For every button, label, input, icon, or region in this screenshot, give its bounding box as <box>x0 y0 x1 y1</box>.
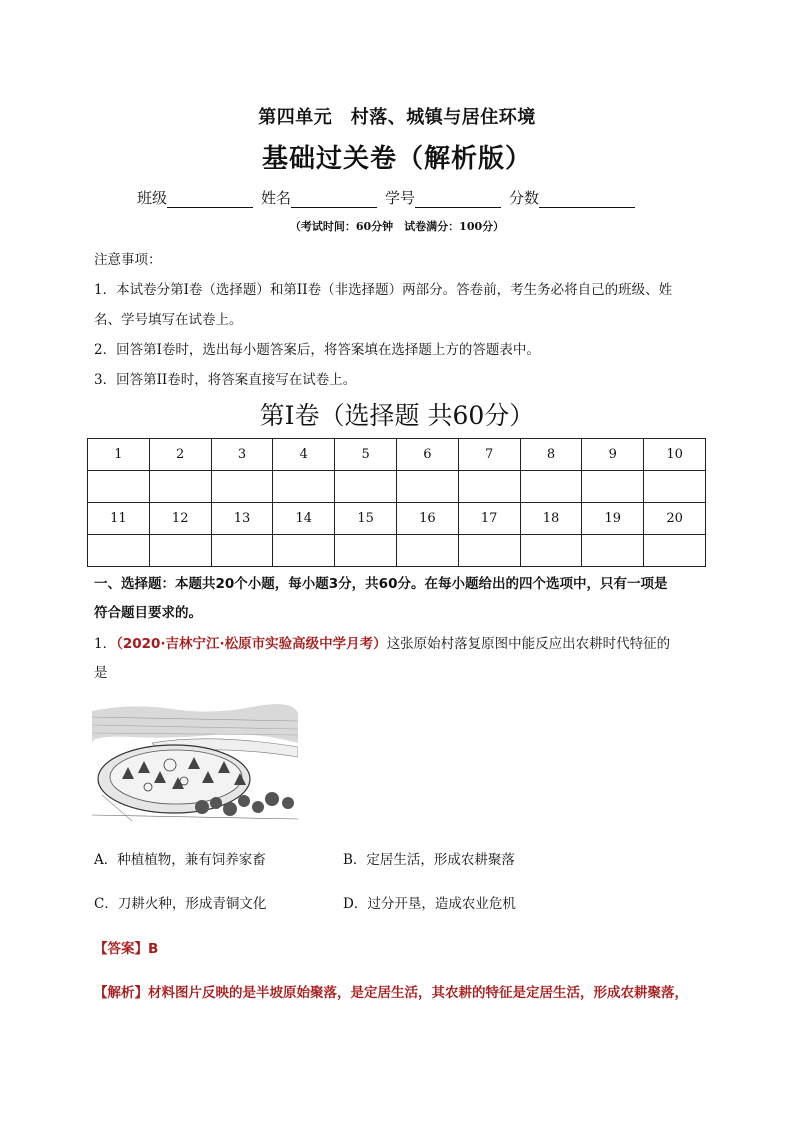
grid-answer-cell[interactable] <box>644 471 706 503</box>
instruction-line: 一、选择题：本题共20个小题，每小题3分，共60分。在每小题给出的四个选项中，只有一项是 <box>94 576 668 592</box>
grid-number-row <box>88 439 706 471</box>
grid-answer-cell[interactable] <box>273 471 335 503</box>
grid-number-row <box>88 503 706 535</box>
grid-number-cell: 8 <box>520 439 582 471</box>
grid-number-cell: 15 <box>335 503 397 535</box>
grid-number-cell: 13 <box>211 503 273 535</box>
id-blank[interactable] <box>415 190 501 208</box>
answer-grid <box>87 438 706 567</box>
option-b[interactable]: B．定居生活，形成农耕聚落 <box>343 852 515 868</box>
grid-number-cell: 12 <box>149 503 211 535</box>
grid-number-cell: 18 <box>520 503 582 535</box>
grid-number-cell: 5 <box>335 439 397 471</box>
section-instruction <box>94 570 708 628</box>
grid-answer-cell[interactable] <box>335 471 397 503</box>
grid-answer-row <box>88 471 706 503</box>
grid-answer-cell[interactable] <box>644 535 706 567</box>
option-d[interactable]: D．过分开垦，造成农业危机 <box>343 896 516 912</box>
question-1 <box>94 630 714 688</box>
grid-answer-cell[interactable] <box>88 471 150 503</box>
grid-number-cell: 7 <box>458 439 520 471</box>
grid-number-cell: 4 <box>273 439 335 471</box>
grid-answer-cell[interactable] <box>149 471 211 503</box>
exam-info: （考试时间：60分钟 试卷满分：100分） <box>289 220 505 233</box>
name-blank[interactable] <box>291 190 377 208</box>
question-number: 1． <box>94 636 117 652</box>
grid-answer-cell[interactable] <box>273 535 335 567</box>
grid-number-cell: 14 <box>273 503 335 535</box>
id-label: 学号 <box>385 189 416 207</box>
notes-section <box>94 245 714 395</box>
grid-number-cell: 3 <box>211 439 273 471</box>
grid-answer-cell[interactable] <box>396 471 458 503</box>
main-title: 基础过关卷（解析版） <box>261 144 532 174</box>
score-blank[interactable] <box>539 190 635 208</box>
grid-answer-cell[interactable] <box>582 535 644 567</box>
question-stem-text: 这张原始村落复原图中能反应出农耕时代特征的 <box>386 636 671 652</box>
grid-number-cell: 16 <box>396 503 458 535</box>
grid-number-cell: 17 <box>458 503 520 535</box>
answer-line: 【答案】B <box>94 941 159 957</box>
grid-number-cell: 2 <box>149 439 211 471</box>
grid-number-cell: 11 <box>88 503 150 535</box>
grid-number-cell: 10 <box>644 439 706 471</box>
grid-answer-cell[interactable] <box>458 471 520 503</box>
grid-answer-row <box>88 535 706 567</box>
grid-number-cell: 9 <box>582 439 644 471</box>
class-blank[interactable] <box>167 190 253 208</box>
grid-answer-cell[interactable] <box>520 535 582 567</box>
class-label: 班级 <box>137 189 168 207</box>
notes-item: 名、学号填写在试卷上。 <box>94 312 243 328</box>
unit-title: 第四单元 村落、城镇与居住环境 <box>258 107 536 128</box>
class-field[interactable] <box>137 187 261 208</box>
question-stem <box>94 630 714 659</box>
name-field[interactable] <box>261 187 385 208</box>
grid-answer-cell[interactable] <box>149 535 211 567</box>
grid-number-cell: 19 <box>582 503 644 535</box>
notes-item: 2．回答第I卷时，选出每小题答案后，将答案填在选择题上方的答题表中。 <box>94 342 540 358</box>
score-label: 分数 <box>509 189 540 207</box>
grid-answer-cell[interactable] <box>211 471 273 503</box>
grid-answer-cell[interactable] <box>88 535 150 567</box>
village-reconstruction-image <box>92 703 298 827</box>
notes-heading: 注意事项： <box>94 252 162 268</box>
id-field[interactable] <box>385 187 509 208</box>
name-label: 姓名 <box>261 189 292 207</box>
grid-answer-cell[interactable] <box>211 535 273 567</box>
grid-answer-cell[interactable] <box>458 535 520 567</box>
analysis-line: 【解析】材料图片反映的是半坡原始聚落，是定居生活，其农耕的特征是定居生活，形成农耕聚落， <box>94 985 688 1001</box>
grid-answer-cell[interactable] <box>396 535 458 567</box>
student-info-fields <box>137 184 677 208</box>
grid-answer-cell[interactable] <box>582 471 644 503</box>
grid-number-cell: 6 <box>396 439 458 471</box>
section-title: 第I卷（选择题 共60分） <box>259 401 535 430</box>
grid-number-cell: 20 <box>644 503 706 535</box>
score-field[interactable] <box>509 187 635 208</box>
option-c[interactable]: C．刀耕火种，形成青铜文化 <box>94 896 267 912</box>
question-source: （2020·吉林宁江·松原市实验高级中学月考） <box>116 636 387 652</box>
grid-number-cell: 1 <box>88 439 150 471</box>
notes-item: 1．本试卷分第I卷（选择题）和第II卷（非选择题）两部分。答卷前，考生务必将自己的班级、姓 <box>94 282 673 298</box>
option-a[interactable]: A．种植植物，兼有饲养家畜 <box>94 852 266 868</box>
question-stem-continued: 是 <box>94 665 108 681</box>
grid-answer-cell[interactable] <box>335 535 397 567</box>
grid-answer-cell[interactable] <box>520 471 582 503</box>
notes-item: 3．回答第II卷时，将答案直接写在试卷上。 <box>94 372 357 388</box>
instruction-line: 符合题目要求的。 <box>94 605 202 621</box>
